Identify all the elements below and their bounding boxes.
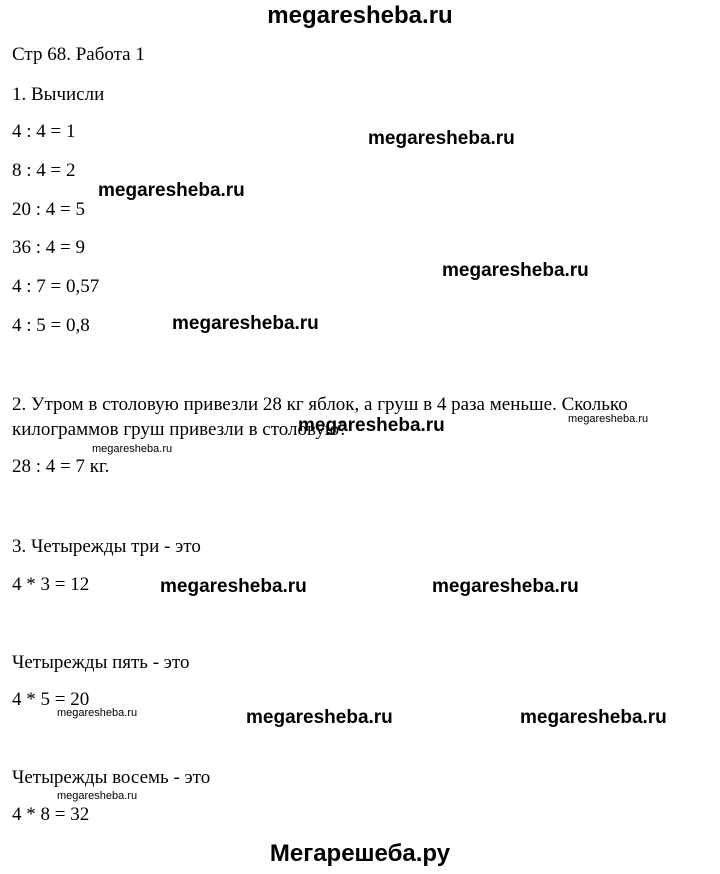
task1-line: 36 : 4 = 9 xyxy=(12,237,85,258)
task2-question-line1: 2. Утром в столовую привезли 28 кг яблок, а груш в 4 раза меньше. Сколько xyxy=(12,394,628,415)
watermark: megaresheba.ru xyxy=(98,180,245,201)
watermark: megaresheba.ru xyxy=(298,415,445,436)
page-title: Стр 68. Работа 1 xyxy=(12,44,145,65)
watermark: megaresheba.ru xyxy=(568,413,649,425)
task2-answer: 28 : 4 = 7 кг. xyxy=(12,456,110,477)
watermark: megaresheba.ru xyxy=(368,128,515,149)
task3-answer: 4 * 3 = 12 xyxy=(12,574,90,595)
task3-label-3: Четырежды восемь - это xyxy=(12,767,211,788)
watermark: megaresheba.ru xyxy=(57,790,138,802)
task3-label-2: Четырежды пять - это xyxy=(12,652,190,673)
task3-label: 3. Четырежды три - это xyxy=(12,536,201,557)
task1-line: 4 : 7 = 0,57 xyxy=(12,276,100,297)
task2-question-line2: килограммов груш привезли в столовую? xyxy=(12,419,348,440)
task3-answer-2: 4 * 5 = 20 xyxy=(12,689,90,710)
watermark: megaresheba.ru xyxy=(442,260,589,281)
watermark: megaresheba.ru xyxy=(160,576,307,597)
site-footer: Мегарешеба.ру xyxy=(269,840,451,867)
watermark: megaresheba.ru xyxy=(57,707,138,719)
task1-line: 8 : 4 = 2 xyxy=(12,160,76,181)
site-header: megaresheba.ru xyxy=(267,2,453,29)
task1-label: 1. Вычисли xyxy=(12,84,105,105)
watermark: megaresheba.ru xyxy=(432,576,579,597)
task3-answer-3: 4 * 8 = 32 xyxy=(12,804,90,825)
watermark: megaresheba.ru xyxy=(246,707,393,728)
watermark: megaresheba.ru xyxy=(92,443,173,455)
watermark: megaresheba.ru xyxy=(172,313,319,334)
task1-line: 4 : 5 = 0,8 xyxy=(12,315,90,336)
task1-line: 4 : 4 = 1 xyxy=(12,121,76,142)
watermark: megaresheba.ru xyxy=(520,707,667,728)
task1-line: 20 : 4 = 5 xyxy=(12,199,85,220)
